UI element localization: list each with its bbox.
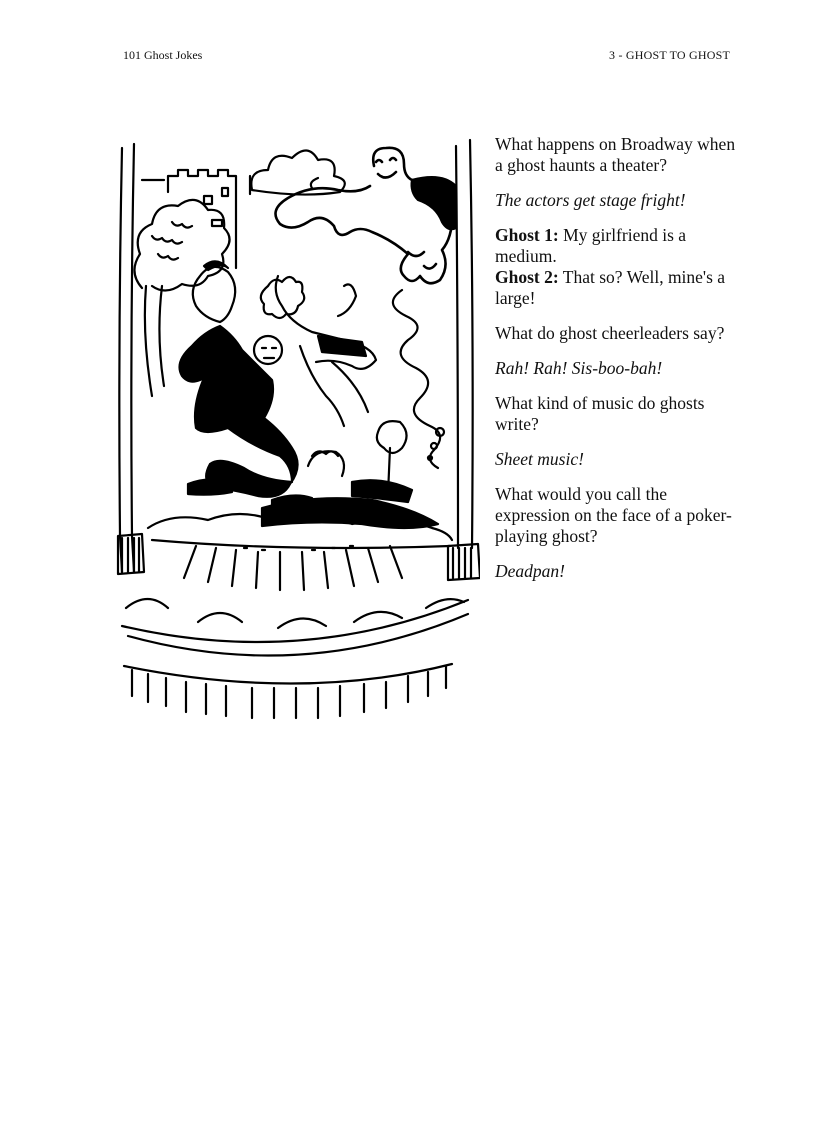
theater-ghost-illustration <box>112 136 480 720</box>
joke-answer: Rah! Rah! Sis-boo-bah! <box>495 358 663 378</box>
actor <box>193 261 235 322</box>
joke-list <box>495 134 745 596</box>
joke-question: What kind of music do ghosts write? <box>495 393 705 434</box>
joke-answer: Sheet music! <box>495 449 584 469</box>
joke-answer: Deadpan! <box>495 561 565 581</box>
joke-question: What happens on Broadway when a ghost haunts a theater? <box>495 134 736 175</box>
smoke-swirl <box>393 290 444 468</box>
left-curtain <box>118 144 144 574</box>
footlights <box>122 599 468 656</box>
joke-question: What do ghost cheerleaders say? <box>495 323 725 343</box>
dialogue-text: That so? Well, mine's a large! <box>495 267 726 308</box>
dialogue-speaker: Ghost 2: <box>495 267 559 287</box>
joke-question: What would you call the expression on the face of a poker-playing ghost? <box>495 484 732 546</box>
running-header-book-title: 101 Ghost Jokes <box>123 48 203 62</box>
joke-answer: The actors get stage fright! <box>495 190 686 210</box>
stage-apron <box>124 664 452 718</box>
dialogue-line <box>495 225 745 267</box>
running-header-chapter: 3 - GHOST TO GHOST <box>609 48 730 62</box>
dialogue-speaker: Ghost 1: <box>495 225 559 245</box>
ghost <box>276 148 453 283</box>
joke-dialogue <box>495 225 745 309</box>
dialogue-line <box>495 267 745 309</box>
dialogue-text: My girlfriend is a medium. <box>495 225 687 266</box>
